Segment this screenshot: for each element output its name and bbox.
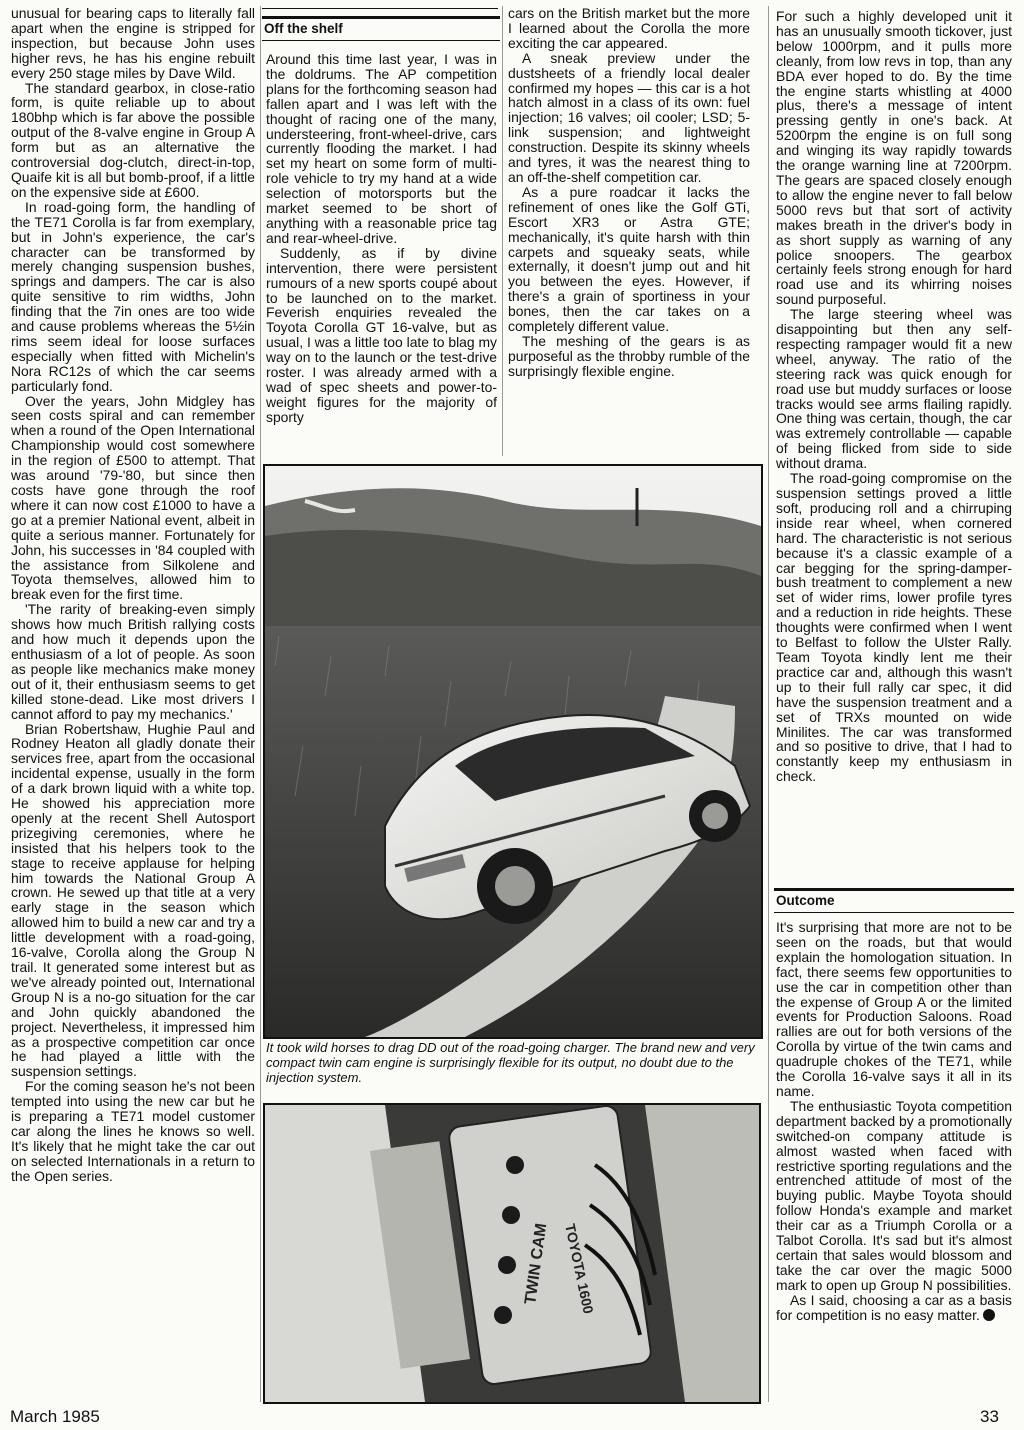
section-heading-off-the-shelf: Off the shelf [262, 16, 500, 41]
engine-photo [263, 1103, 761, 1404]
car-photo [263, 464, 763, 1039]
column-divider [502, 6, 503, 456]
article-column-3 [508, 6, 750, 379]
paragraph: Over the years, John Midgley has seen costs spiral and can remember when a round of the Open International Championship would cost somewhere in the region of £500 to attempt. That was around '79-'80, but since then costs have gone through the roof where it can now cost £1000 to have a go at a premier National event, albeit in quite a serious manner. Fortunately for John, his successes in '84 coupled with the assistance from Silkolene and Toyota themselves, allowed him to break even for the first time. [11, 392, 255, 603]
paragraph: cars on the British market but the more I learned about the Corolla the more exciting the car appeared. [508, 5, 750, 51]
article-column-4 [776, 9, 1012, 784]
paragraph: Brian Robertshaw, Hughie Paul and Rodney Heaton all gladly donate their services free, apart from the occasional incidental expense, usually in the form of a dark brown liquid with a white top. He showed his appreciation more openly at the recent Shell Autosport prizegiving ceremonies, where he insisted that his helpers took to the stage to receive applause for helping him towards the National Group A crown. He sewed up that title at a very early stage in the season which allowed him to build a new car and try a little development with a road-going, 16-valve, Corolla along the Group N trail. It generated some interest but as we've already pointed out, International Group N is a no-go situation for the car and John quickly abandoned the project. Nevertheless, it impressed him as a prospective competition car once he had played a little with the suspension settings. [11, 720, 255, 1080]
paragraph: Suddenly, as if by divine intervention, there were persistent rumours of a new sports coupé about to be launched on to the market. Feverish enquiries revealed the Toyota Corolla GT 16-valve, but as usual, I was a little too late to blag my way on to the launch or the test-drive roster. I was already armed with a wad of spec sheets and power-to-weight figures for the majority of sporty [266, 244, 497, 425]
photo-caption: It took wild horses to drag DD out of the road-going charger. The brand new and very compact twin cam engine is surprisingly flexible for its output, no doubt due to the injection system. [266, 1040, 755, 1085]
engine-brand-label: TOYOTA 1600 [562, 1222, 597, 1316]
paragraph: Around this time last year, I was in the doldrums. The AP competition plans for the forthcoming season had fallen apart and I was left with the thought of racing one of the many, understeering, front-wheel-drive, cars currently flooding the market. I had set my heart on some form of multi-role vehicle to try my hand at a wide selection of motorsports but the market seemed to be short of anything with a reasonable price tag and rear-wheel-drive. [266, 51, 497, 246]
car-photo-illustration [265, 466, 761, 1037]
paragraph: In road-going form, the handling of the TE71 Corolla is far from exemplary, but in John's experience, the car's character can be transformed by merely changing suspension bushes, springs and dampers. The car is also quite sensitive to rim widths, John finding that the 7in ones are too wide and cause problems whereas the 5½in rims seem ideal for loose surfaces especially when fitted with Michelin's Nora RC12s of which the car seems particularly fond. [11, 198, 255, 394]
footer-date: March 1985 [10, 1407, 100, 1426]
end-of-article-bullet [983, 1309, 995, 1321]
paragraph: The standard gearbox, in close-ratio form, is quite reliable up to about 180bhp which is far above the possible output of the 8-valve engine in Group A form but as an alternative the controversial dog-clutch, direct-in-top, Quaife kit is all but bomb-proof, if a little on the expensive side at £600. [11, 79, 255, 200]
paragraph: The meshing of the gears is as purposeful as the throbby rumble of the surprisingly flexible engine. [508, 332, 750, 379]
paragraph: The enthusiastic Toyota competition department backed by a promotionally switched-on company attitude is almost wasted when faced with restrictive sporting regulations and the entrenched attitude of most of the buying public. Maybe Toyota should follow Honda's example and market their car as a Triumph Corolla or a Talbot Corolla. It's sad but it's almost certain that sales would blossom and take the car over the magic 5000 mark to open up Group N possibilities. [776, 1097, 1012, 1293]
paragraph: The large steering wheel was disappointing but then any self-respecting rampager would fit a new wheel, anyway. The ratio of the steering rack was quick enough for road use but muddy surfaces or loose tracks would see arms flailing rapidly. One thing was certain, though, the car was extremely controllable — capable of being flicked from side to side without drama. [776, 306, 1012, 472]
paragraph [776, 1293, 1012, 1323]
page-number: 33 [980, 1407, 999, 1426]
section-heading-outcome: Outcome [774, 888, 1014, 913]
article-column-1 [11, 6, 255, 1184]
engine-photo-illustration [265, 1105, 759, 1402]
paragraph: For the coming season he's not been tempted into using the new car but he is preparing a TE71 model customer car along the lines he knows so well. It's likely that he might take the car out on selected Internationals in a return to the Open series. [11, 1078, 255, 1184]
cam-cover-label: TWIN CAM [522, 1222, 551, 1306]
paragraph: For such a highly developed unit it has an unusually smooth tickover, just below 1000rpm, and it pulls more cleanly, from low revs in top, than any BDA ever hoped to do. By the time the engine starts whistling at 4000 plus, there's a message of intent pressing gently in one's back. At 5200rpm the engine is on full song and winging its way rapidly towards the orange warning line at 7200rpm. The gears are spaced closely enough to allow the engine never to fall below 5000 revs but that sort of activity makes breath in the driver's body in as short supply as warning of any police snoopers. The gearbox certainly feels strong enough for hard road use and its whirring noises sound purposeful. [776, 8, 1012, 308]
section-rule [262, 8, 498, 9]
paragraph: unusual for bearing caps to literally fall apart when the engine is stripped for inspection, but because John uses higher revs, he has his engine rebuilt every 250 stage miles by Dave Wild. [11, 5, 255, 81]
article-column-4-outcome [776, 920, 1012, 1322]
paragraph: 'The rarity of breaking-even simply shows how much British rallying costs and how much it depends upon the enthusiasm of a lot of people. As soon as people like mechanics make money out of it, their enthusiasm seems to get killed stone-dead. Like most drivers I cannot afford to pay my mechanics.' [11, 601, 255, 722]
paragraph: It's surprising that more are not to be seen on the roads, but that would explain the homologation situation. In fact, there seems few opportunities to use the car in competition other than the expense of Group A or the limited events for Production Saloons. Road rallies are out for both versions of the Corolla by virtue of the twin cams and quadruple chokes of the TE71, while the Corolla 16-valve says it all in its name. [776, 919, 1012, 1099]
column-divider [260, 6, 261, 1402]
column-divider [768, 6, 769, 1402]
paragraph: A sneak preview under the dustsheets of a friendly local dealer confirmed my hopes — this car is a hot hatch almost in a class of its own: fuel injection; 16 valves; oil cooler; LSD; 5-link suspension; and lightweight construction. Despite its skinny wheels and tyres, it was the nearest thing to an off-the-shelf competition car. [508, 49, 750, 185]
paragraph: As a pure roadcar it lacks the refinement of ones like the Golf GTi, Escort XR3 or Astra GTE; mechanically, it's quite harsh with thin carpets and squeaky seats, while externally, it doesn't jump out and hit you between the eyes. However, if there's a grain of sportiness in your bones, then the car takes on a completely different value. [508, 183, 750, 335]
paragraph-text: As I said, choosing a car as a basis for competition is no easy matter. [776, 1291, 1012, 1323]
paragraph: The road-going compromise on the suspension settings proved a little soft, producing roll and a chirruping inside rear wheel, when cornered hard. The characteristic is not serious because it's a classic example of a car begging for the spring-damper-bush treatment to complement a new set of wider rims, lower profile tyres and a reduction in ride heights. These thoughts were confirmed when I went to Belfast to follow the Ulster Rally. Team Toyota kindly lent me their practice car and, although this wasn't up to their full rally car spec, it did have the suspension treatment and a set of TRXs mounted on wide Minilites. The car was transformed and so positive to drive, that I had to constantly keep my enthusiasm in check. [776, 470, 1012, 785]
article-column-2 [266, 52, 497, 425]
